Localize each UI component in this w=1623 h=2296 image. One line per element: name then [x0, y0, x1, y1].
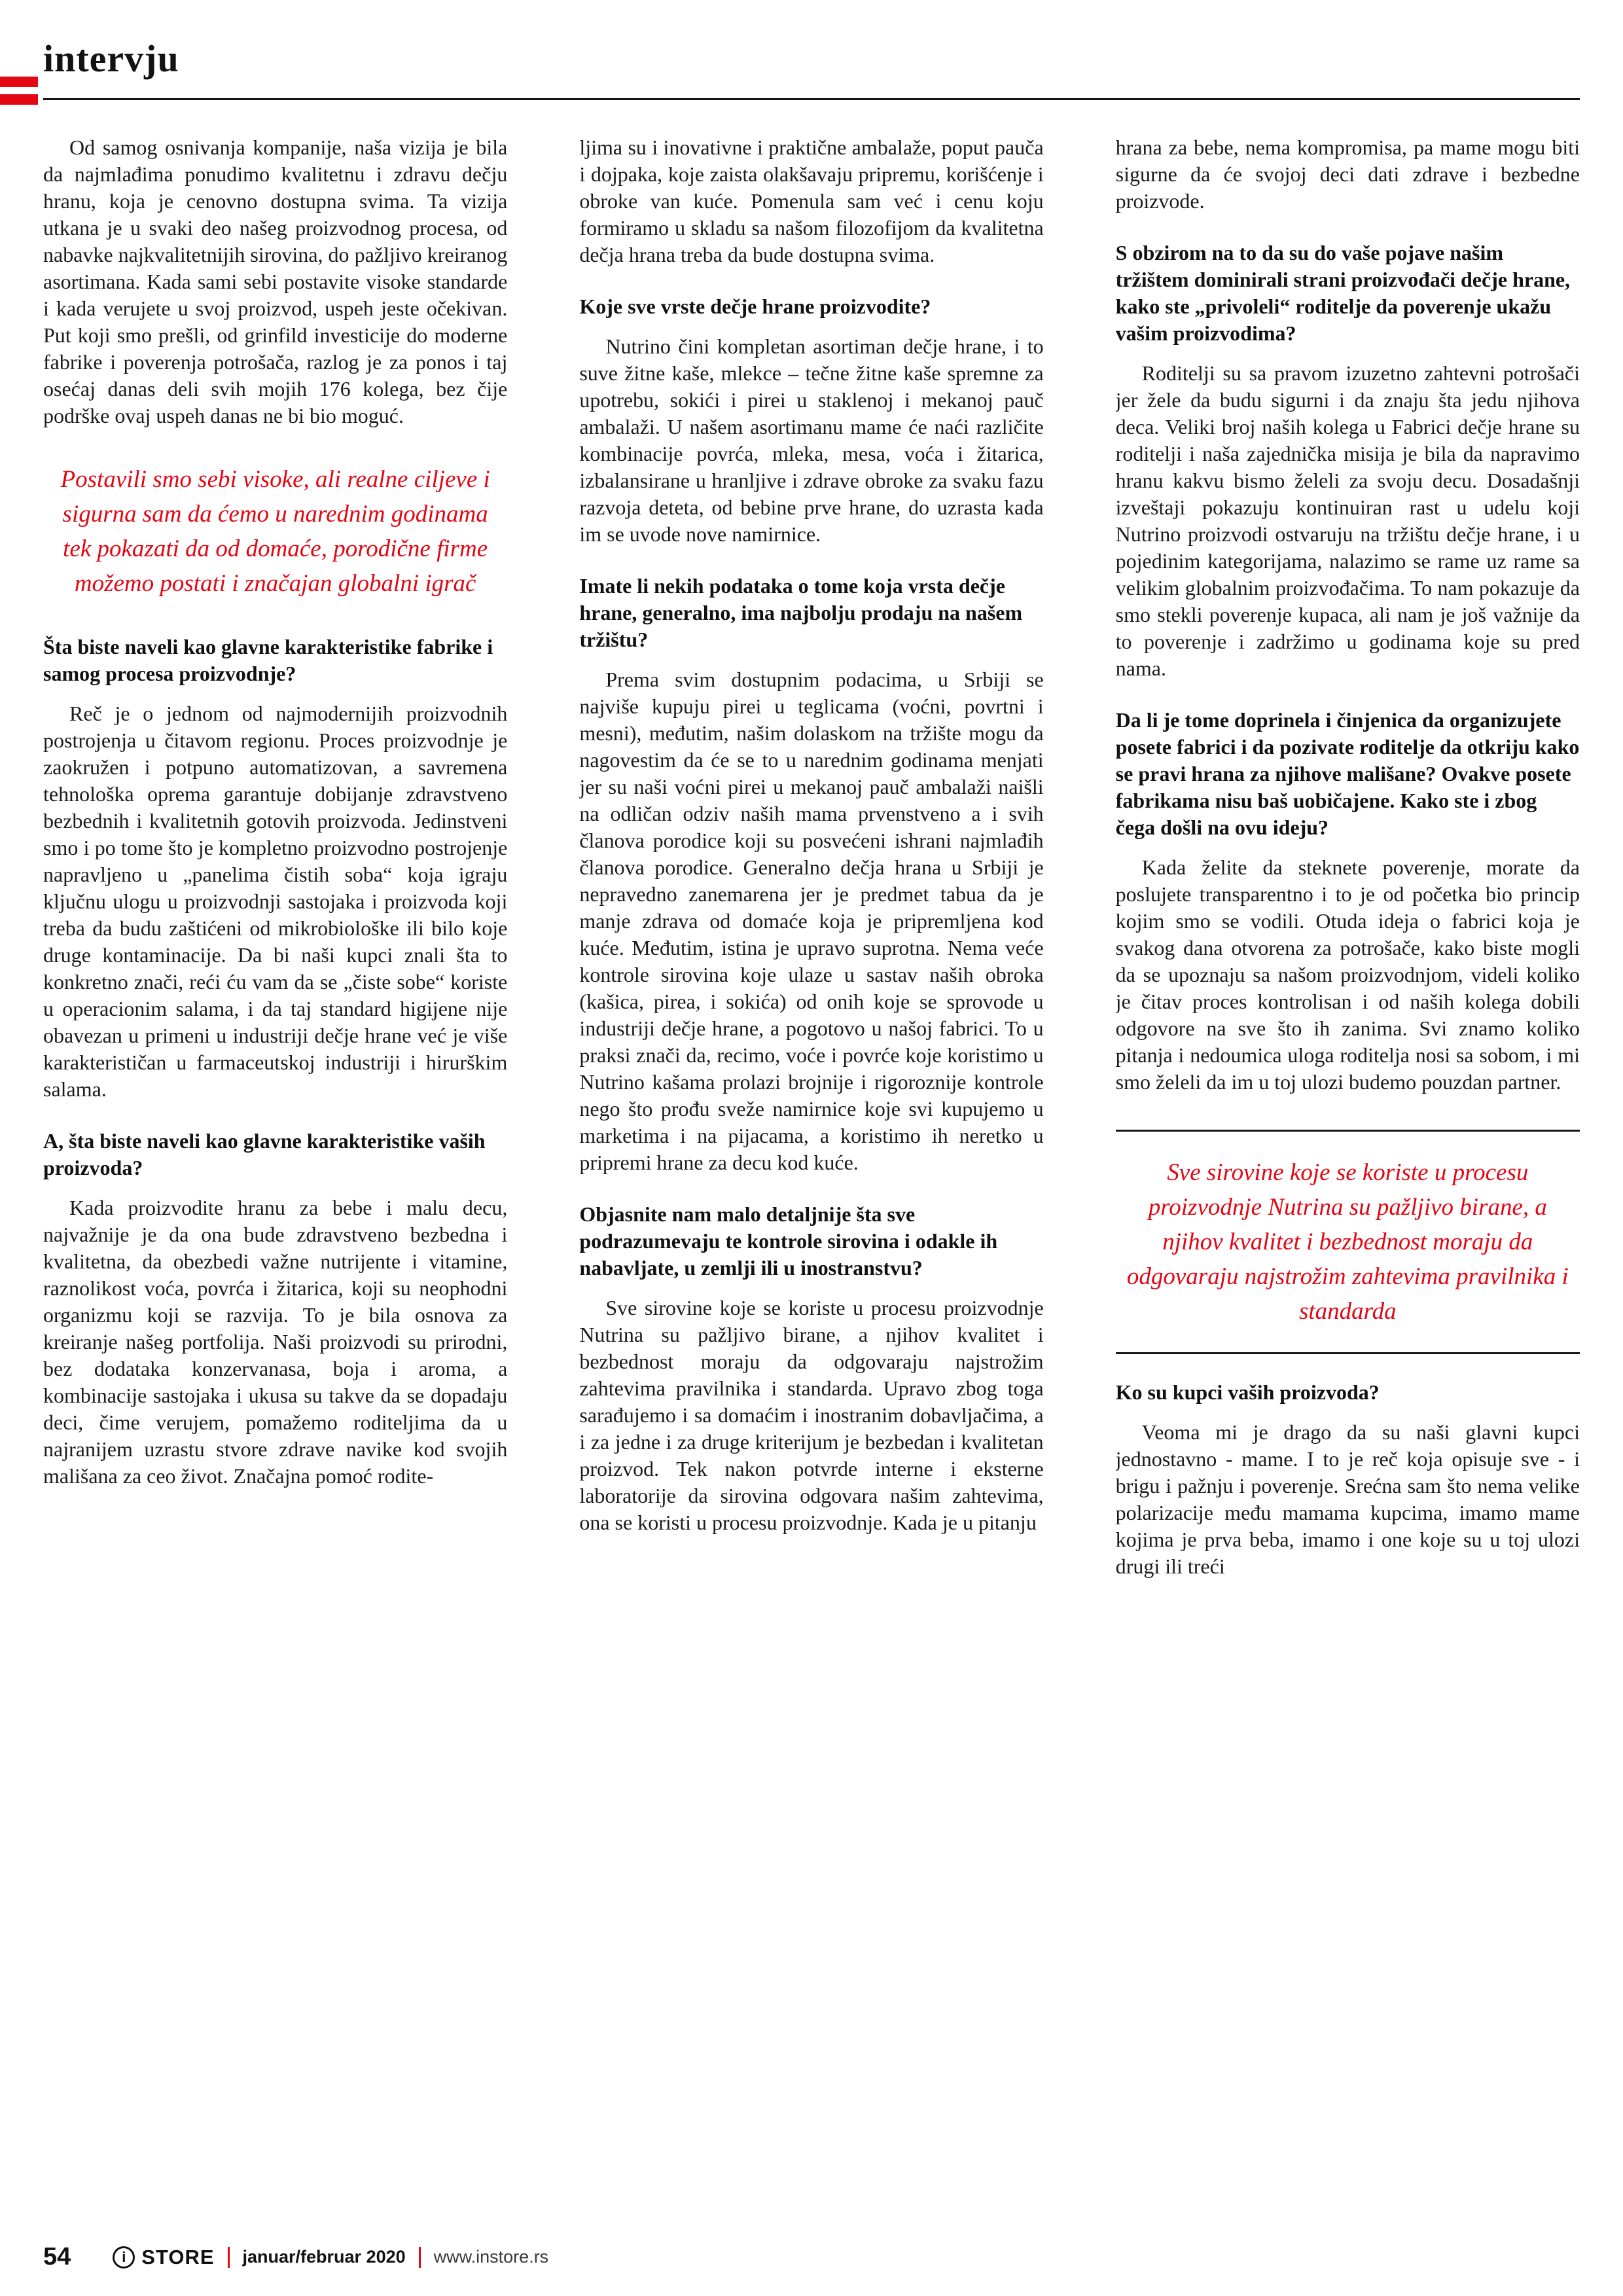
pull-quote: Sve sirovine koje se koriste u procesu proizvodnje Nutrina su pažljivo birane, a njihov kvalitet i bezbednost moraju da odgovaraju najstrožim zahtevima pravilnika i standarda [1116, 1130, 1580, 1354]
instore-logo-text: STORE [141, 2245, 215, 2269]
body-paragraph: Kada proizvodite hranu za bebe i malu decu, najvažnije je da ona bude zdravstveno bezbedna i kvalitetna, da obezbedi važne nutrijente i vitamine, raznolikost voća, povrća i žitarica, koji su neophodni organizmu koji se razvija. To je bila osnova za kreiranje našeg portfolija. Naši proizvodi su prirodni, bez dodataka konzervanasa, boja i aroma, a kombinacije sastojaka i ukusa su takve da se dopadaju deci, čime verujem, pomažemo roditeljima da u najranijem uzrastu stvore zdrave navike kod svojih mališana za ceo život. Značajna pomoć rodite- [43, 1196, 508, 1488]
column-1 [43, 134, 507, 2214]
question-heading: Objasnite nam malo detaljnije šta sve podrazumevaju te kontrole sirovina i odakle ih nabavljate, u zemlji ili u inostranstvu? [579, 1202, 998, 1280]
body-paragraph: Roditelji su sa pravom izuzetno zahtevni potrošači jer žele da budu sigurni i da znaju šta jedu njihova deca. Veliki broj naših kolega u Fabrici dečje hrane su roditelji i naša zajednička misija je bila da napravimo hranu kakvu bismo želeli za svoju decu. Dosadašnji izveštaji pokazuju kontinuiran rast u udelu koji Nutrino proizvodi ostvaruju na tržištu dečje hrane, i u pojedinim kategorijama, nalazimo se rame uz rame sa velikim globalnim proizvođačima. To nam pokazuje da smo stekli poverenje kupaca, ali nam je još važnije da to poverenje i zadržimo u godinama koje su pred nama. [1115, 361, 1580, 680]
article-columns [43, 134, 1580, 2214]
instore-logo [113, 2246, 214, 2269]
body-paragraph: Veoma mi je drago da su naši glavni kupci jednostavno - mame. I to je reč koja opisuje sve - i brigu i pažnju i poverenje. Srećna sam što nema velike polarizacije među mamama kupcima, imamo mame kojima je prva beba, imamo i one koje su u toj ulozi drugi ili treći [1115, 1420, 1580, 1578]
page-footer [43, 2243, 548, 2271]
header-rule [43, 98, 1580, 100]
issue-date: januar/februar 2020 [242, 2247, 406, 2267]
column-2 [579, 134, 1043, 2214]
question-heading: Šta biste naveli kao glavne karakteristike fabrike i samog procesa proizvodnje? [43, 635, 493, 685]
pull-quote: Postavili smo sebi visoke, ali realne ciljeve i sigurna sam da ćemo u narednim godinama tek pokazati da od domaće, porodične firme možemo postati i značajan globalni igrač [60, 466, 490, 597]
question-heading: Imate li nekih podataka o tome koja vrsta dečje hrane, generalno, ima najbolju prodaju na našem tržištu? [579, 574, 1023, 651]
question-heading: Ko su kupci vaših proizvoda? [1115, 1380, 1380, 1404]
column-3 [1116, 134, 1580, 2214]
body-paragraph: Sve sirovine koje se koriste u procesu proizvodnje Nutrina su pažljivo birane, a njihov kvalitet i bezbednost moraju da odgovaraju najstrožim zahtevima pravilnika i standarda. Upravo zbog toga sarađujemo i sa domaćim i inostranim dobavljačima, a i za jedne i za druge kriterijum je bezbedan i kvalitetan proizvod. Tek nakon potvrde interne i eksterne laboratorije da sirovina odgovara našim zahtevima, ona se koristi u procesu proizvodnje. Kada je u pitanju [579, 1296, 1044, 1534]
body-paragraph: Prema svim dostupnim podacima, u Srbiji se najviše kupuju pirei u teglicama (voćni, povrtni i mesni), međutim, našim dolaskom na tržište mogu da nagovestim da će se to u narednim godinama menjati jer su naši voćni pirei u mekanoj pauč ambalaži naišli na odličan odziv naših mama prvenstveno a i svih članova porodice koji su posvećeni ishrani najmlađih članova porodice. Generalno dečja hrana u Srbiji je nepravedno zanemarena jer je predmet tabua da je manje zdrava od domaće koja je pripremljena kod kuće. Međutim, istina je upravo suprotna. Nema veće kontrole sirovina koje ulaze u sastav naših obroka (kašica, pirea, i sokića) od onih koje se sprovode u industriji dečje hrane, a pogotovo u našoj fabrici. To u praksi znači da, recimo, voće i povrće koje koristimo u Nutrino kašama prolazi brojnije i rigoroznije kontrole nego što prođu sveže namirnice koje svi kupujemo u marketima i na pijacama, a koristimo ih neretko u pripremi hrane za decu kod kuće. [579, 668, 1044, 1174]
body-paragraph: Od samog osnivanja kompanije, naša vizija je bila da najmlađima ponudimo kvalitetnu i zdravu dečju hranu, koja je cenovno dostupna svima. Ta vizija utkana je u svaki deo našeg proizvodnog procesa, od nabavke najkvalitetnijih sirovina, do pažljivo kreiranog asortimana. Kada sami sebi postavite visoke standarde i kada verujete u svoj proizvod, uspeh jeste očekivan. Put koji smo prešli, od grinfild investicije do moderne fabrike i poverenja potrošača, razlog je za ponos i taj osećaj danas deli svih mojih 176 kolega, bez čije podrške ovaj uspeh danas ne bi bio moguć. [43, 135, 508, 427]
accent-bar-bottom [0, 94, 38, 105]
section-label: intervju [43, 37, 179, 80]
body-paragraph: Nutrino čini kompletan asortiman dečje hrane, i to suve žitne kaše, mlekce – tečne žitne kaše spremne za upotrebu, sokići i pirei u staklenoj i mekanoj pauč ambalaži. U našem asortimanu mame će naći različite kombinacije povrća, mleka, mesa, voća i žitarica, izbalansirane u hranljive i zdrave obroke za svaku fazu razvoja deteta, od bebine prve hrane, do uzrasta kada im se uvode nove namirnice. [579, 334, 1044, 546]
instore-logo-icon: i [113, 2246, 135, 2269]
body-paragraph: Kada želite da steknete poverenje, morate da poslujete transparentno i to je od početka bio princip kojim smo se vodili. Otuda ideja o fabrici koja je svakog dana otvorena za potrošače, kako biste mogli da se upoznaju sa našom proizvodnjom, videli koliko je čitav proces kontrolisan i od naših kolega dobili odgovore na sve što ih zanima. Svi znamo koliko pitanja i nedoumica uloga roditelja nosi sa sobom, i mi smo želeli da im u toj ulozi budemo pouzdan partner. [1115, 855, 1580, 1094]
footer-divider [419, 2247, 421, 2268]
page-number: 54 [43, 2243, 71, 2270]
body-paragraph: hrana za bebe, nema kompromisa, pa mame mogu biti sigurne da će svojoj deci dati zdrave i bezbedne proizvode. [1115, 135, 1580, 213]
accent-bar-top [0, 77, 38, 87]
question-heading: S obzirom na to da su do vaše pojave našim tržištem dominirali strani proizvođači dečje hrane, kako ste „privoleli“ roditelje da poverenje ukažu vašim proizvodima? [1115, 241, 1571, 345]
footer-divider [228, 2247, 230, 2268]
body-paragraph: Reč je o jednom od najmodernijih proizvodnih postrojenja u čitavom regionu. Proces proizvodnje je zaokružen i potpuno automatizovan, a savremena tehnološka oprema garantuje dobijanje zdravstveno bezbednih i kvalitetnih gotovih proizvoda. Jedinstveni smo i po tome što je kompletno proizvodno postrojenje napravljeno u „panelima čistih soba“ koja igraju ključnu ulogu u proizvodnji sastojaka i proizvoda koji treba da budu zaštićeni od mikrobiološke ili bilo koje druge kontaminacije. Da bi naši kupci znali šta to konkretno znači, reći ću vam da se „čiste sobe“ koriste u operacionim salama, i da taj standard higijene nije obavezan u primeni u industriji dečje hrane već je više karakterističan u farmaceutskoj industriji i hirurškim salama. [43, 702, 508, 1101]
question-heading: Koje sve vrste dečje hrane proizvodite? [579, 295, 931, 318]
question-heading: A, šta biste naveli kao glavne karakteristike vaših proizvoda? [43, 1129, 486, 1179]
website-url: www.instore.rs [433, 2247, 549, 2267]
question-heading: Da li je tome doprinela i činjenica da organizujete posete fabrici i da pozivate roditelje da otkriju kako se pravi hrana za njihove mališane? Ovakve posete fabrikama nisu baš uobičajene. Kako ste i zbog čega došli na ovu ideju? [1115, 708, 1580, 839]
body-paragraph: ljima su i inovativne i praktične ambalaže, poput pauča i dojpaka, koje zaista olakšavaju pripremu, korišćenje i obroke van kuće. Pomenula sam već i cenu koju formiramo u skladu sa našom filozofijom da kvalitetna dečja hrana treba da bude dostupna svima. [579, 135, 1044, 266]
